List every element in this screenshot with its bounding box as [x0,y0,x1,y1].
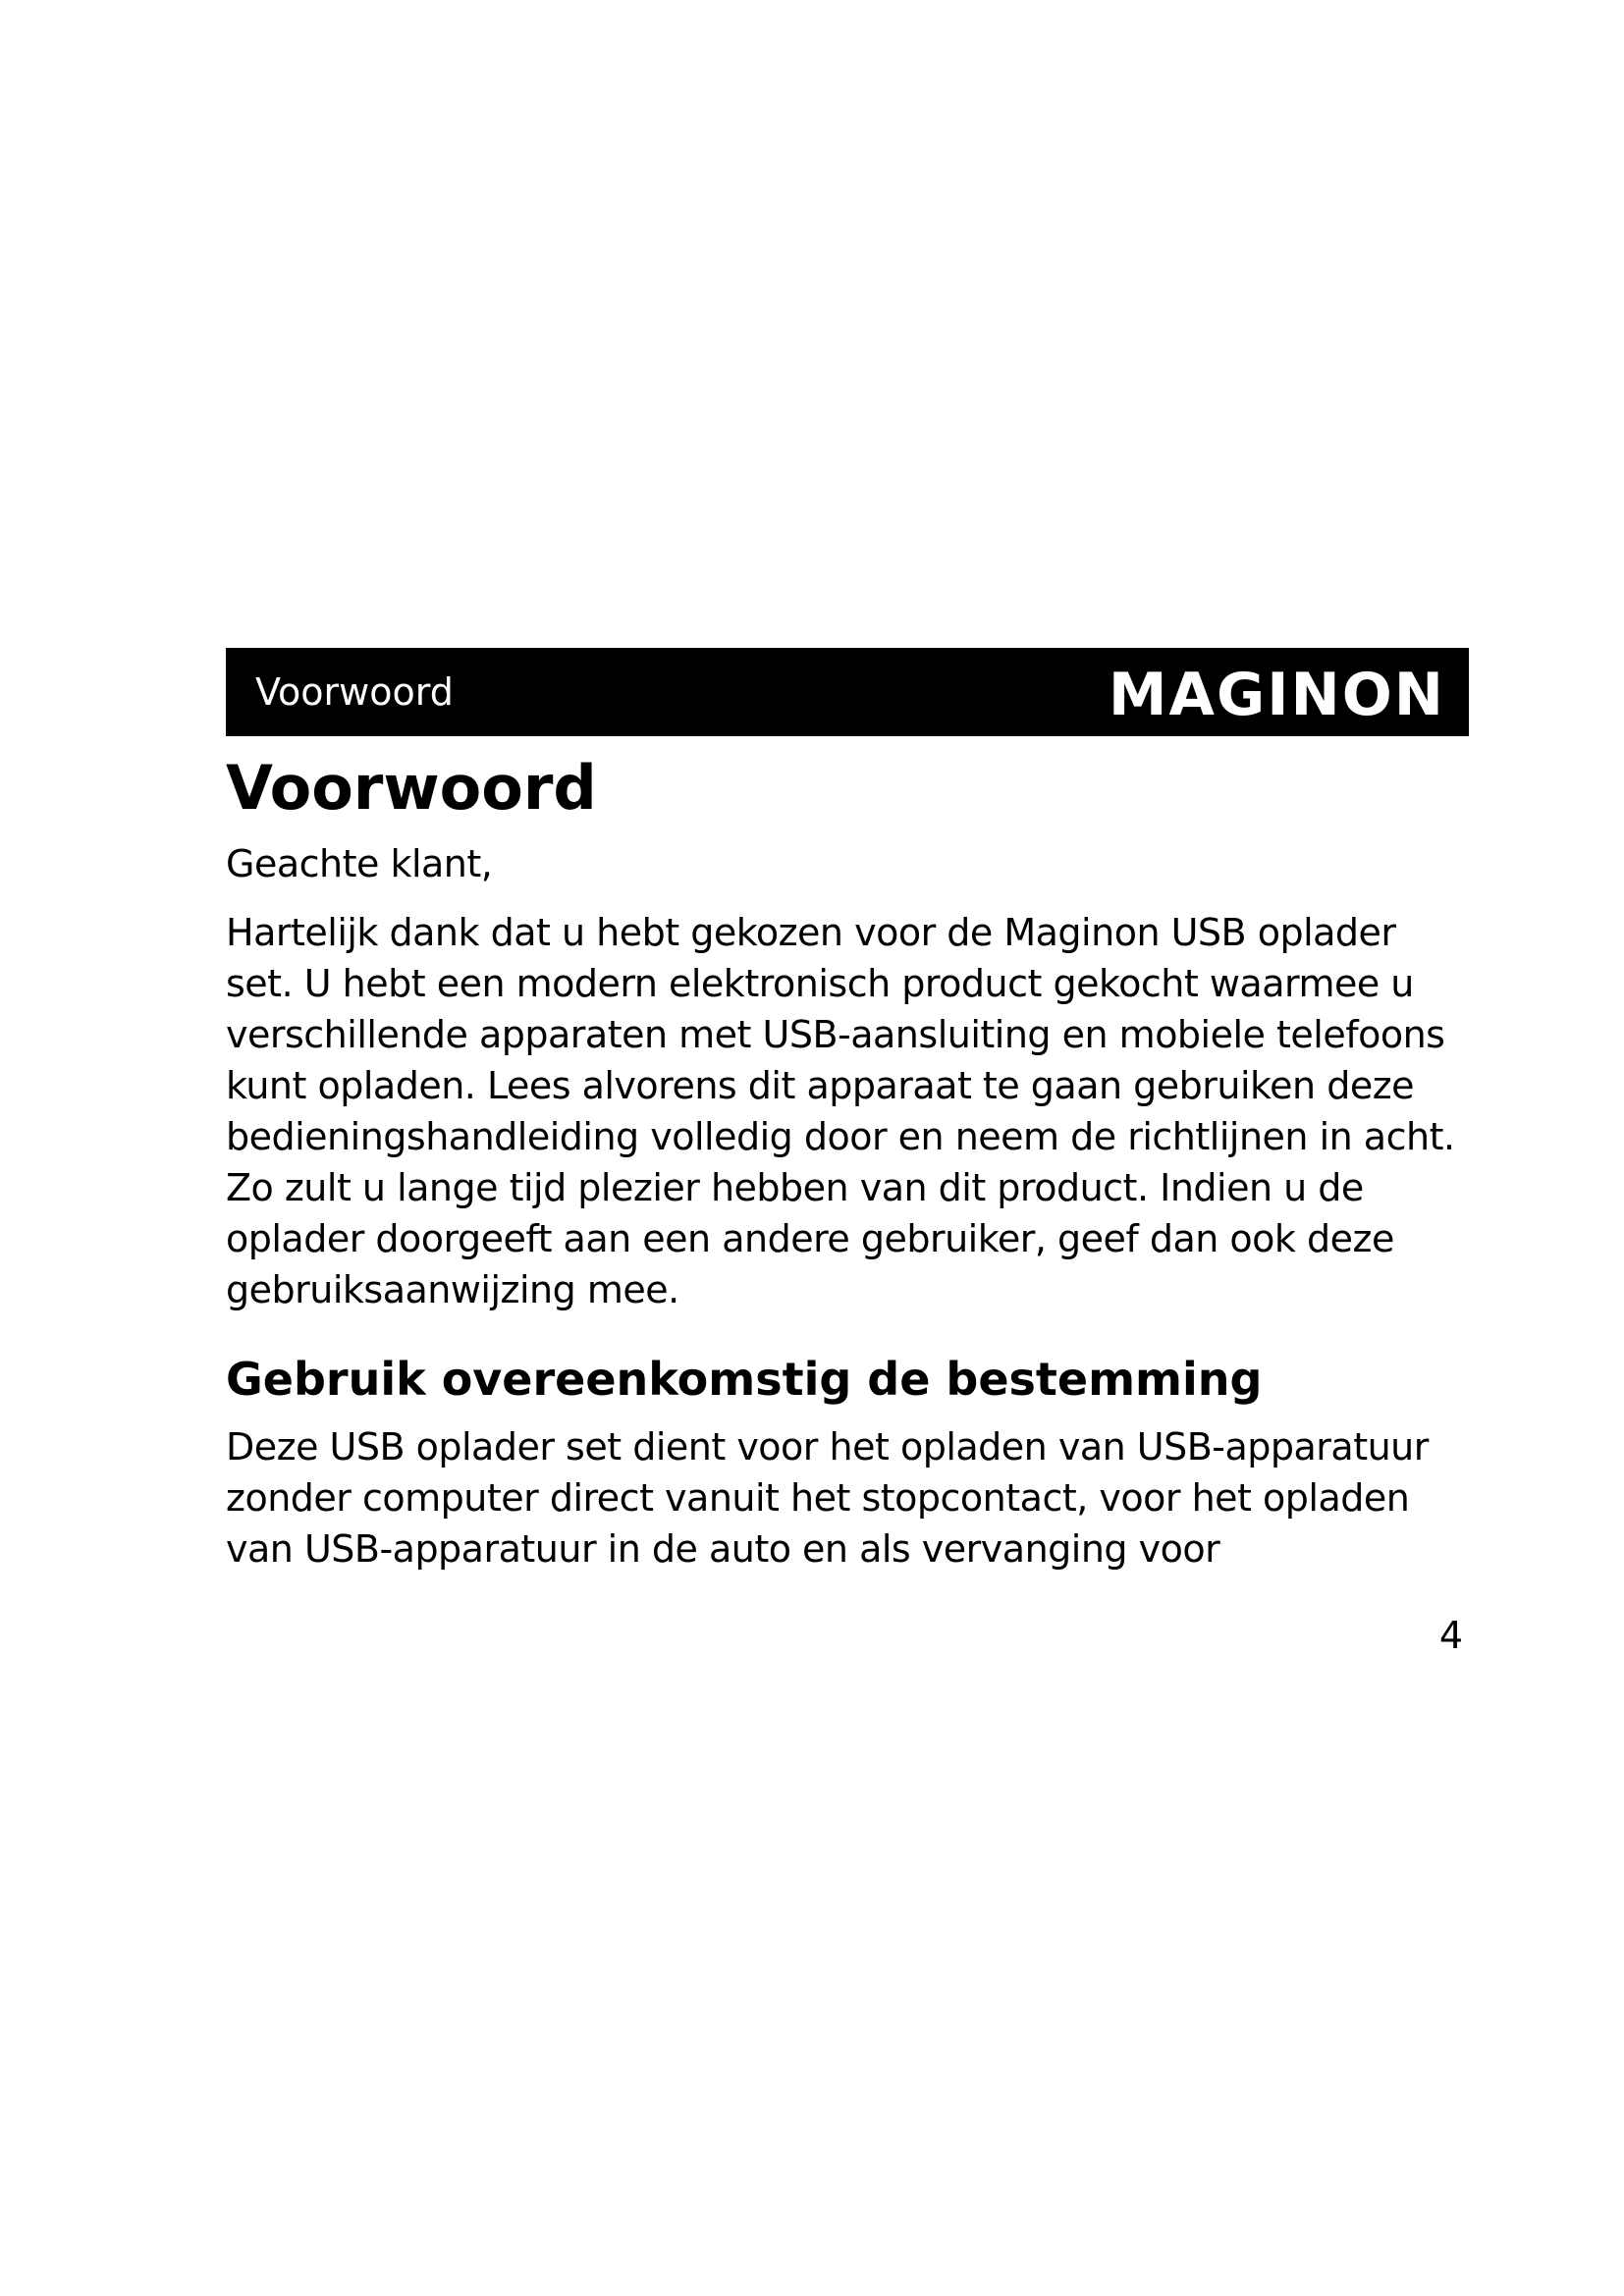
page-number: 4 [1438,1614,1463,1657]
section-title: Gebruik overeenkomstig de bestemming [226,1353,1263,1406]
header-section-label: Voorwoord [255,670,454,714]
header-bar [226,648,1469,736]
page-title: Voorwoord [226,752,597,824]
page-content [226,746,1473,1575]
usage-paragraph: Deze USB oplader set dient voor het opladen van USB-apparatuur zonder computer direct vanuit het stopcontact, voor het opladen van USB-apparatuur in de auto en als vervanging voor [226,1425,1429,1571]
salutation: Geachte klant, [226,842,493,885]
maginon-logo [1023,662,1445,722]
intro-paragraph: Hartelijk dank dat u hebt gekozen voor de Maginon USB oplader set. U hebt een modern elektronisch product gekocht waarmee u verschillende apparaten met USB-aansluiting en mobiele telefoons kunt opladen. Lees alvorens dit apparaat te gaan gebruiken deze bedieningshandleiding volledig door en neem de richtlijnen in acht. Zo zult u lange tijd plezier hebben van dit product. Indien u de oplader doorgeeft aan een andere gebruiker, geef dan ook deze gebruiksaanwijzing mee. [226,911,1455,1311]
svg-text:MAGINON: MAGINON [1108,662,1445,722]
